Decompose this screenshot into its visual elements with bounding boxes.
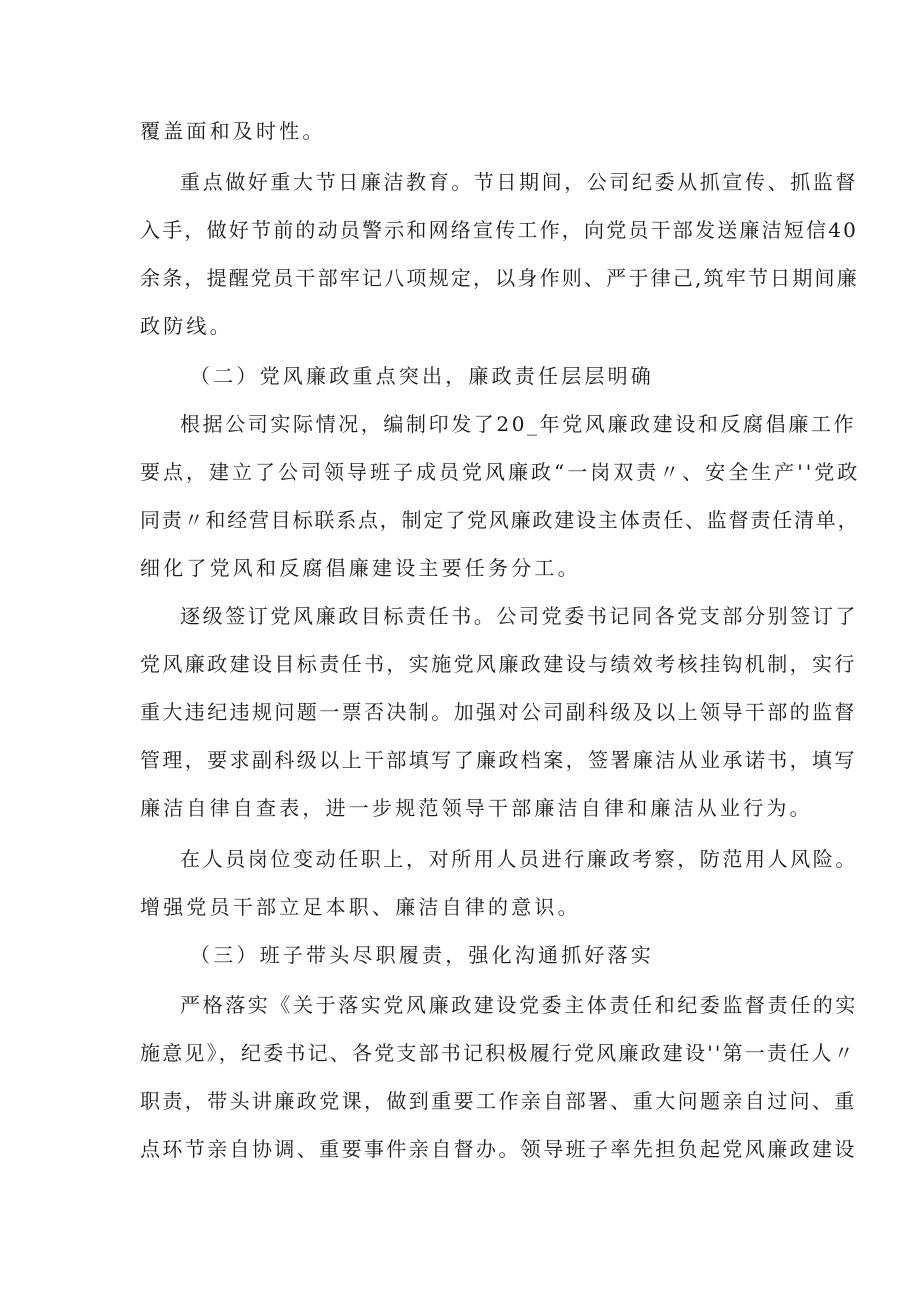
- text-line: 廉洁自律自查表，进一步规范领导干部廉洁自律和廉洁从业行为。: [140, 796, 813, 820]
- section-heading: （二）党风廉政重点突出，廉政责任层层明确: [190, 364, 654, 388]
- text-line: 管理，要求副科级以上干部填写了廉政档案，签署廉洁从业承诺书，填写: [140, 748, 857, 772]
- text-line: 入手，做好节前的动员警示和网络宣传工作，向党员干部发送廉洁短信40: [140, 218, 859, 242]
- text-line: 余条，提醒党员干部牢记八项规定，以身作则、严于律己,筑牢节日期间廉: [140, 266, 859, 290]
- paragraph-first-line: 根据公司实际情况，编制印发了20_年党风廉政建设和反腐倡廉工作: [180, 412, 857, 436]
- paragraph-first-line: 重点做好重大节日廉洁教育。节日期间，公司纪委从抓宣传、抓监督: [180, 170, 858, 194]
- text-line: 职责，带头讲廉政党课，做到重要工作亲自部署、重大问题亲自过问、重: [140, 1089, 857, 1113]
- paragraph-first-line: 在人员岗位变动任职上，对所用人员进行廉政考察，防范用人风险。: [180, 847, 858, 871]
- section-heading: （三）班子带头尽职履责，强化沟通抓好落实: [190, 943, 654, 967]
- paragraph-first-line: 严格落实《关于落实党风廉政建设党委主体责任和纪委监督责任的实: [180, 993, 858, 1017]
- text-line: 要点，建立了公司领导班子成员党风廉政“一岗双责〃、安全生产''党政: [140, 460, 861, 484]
- text-line: 重大违纪违规问题一票否决制。加强对公司副科级及以上领导干部的监督: [140, 700, 857, 724]
- text-line: 政防线。: [140, 314, 233, 338]
- paragraph-first-line: 逐级签订党风廉政目标责任书。公司党委书记同各党支部分别签订了: [180, 604, 858, 628]
- text-line: 增强党员干部立足本职、廉洁自律的意识。: [140, 895, 581, 919]
- text-line: 细化了党风和反腐倡廉建设主要任务分工。: [140, 556, 581, 580]
- text-line: 施意见》，纪委书记、各党支部书记积极履行党风廉政建设''第一责任人〃: [140, 1041, 856, 1065]
- text-line: 覆盖面和及时性。: [140, 119, 326, 143]
- text-line: 点环节亲自协调、重要事件亲自督办。领导班子率先担负起党风廉政建设: [140, 1137, 857, 1161]
- text-line: 党风廉政建设目标责任书，实施党风廉政建设与绩效考核挂钩机制，实行: [140, 652, 857, 676]
- text-line: 同责〃和经营目标联系点，制定了党风廉政建设主体责任、监督责任清单，: [140, 508, 860, 532]
